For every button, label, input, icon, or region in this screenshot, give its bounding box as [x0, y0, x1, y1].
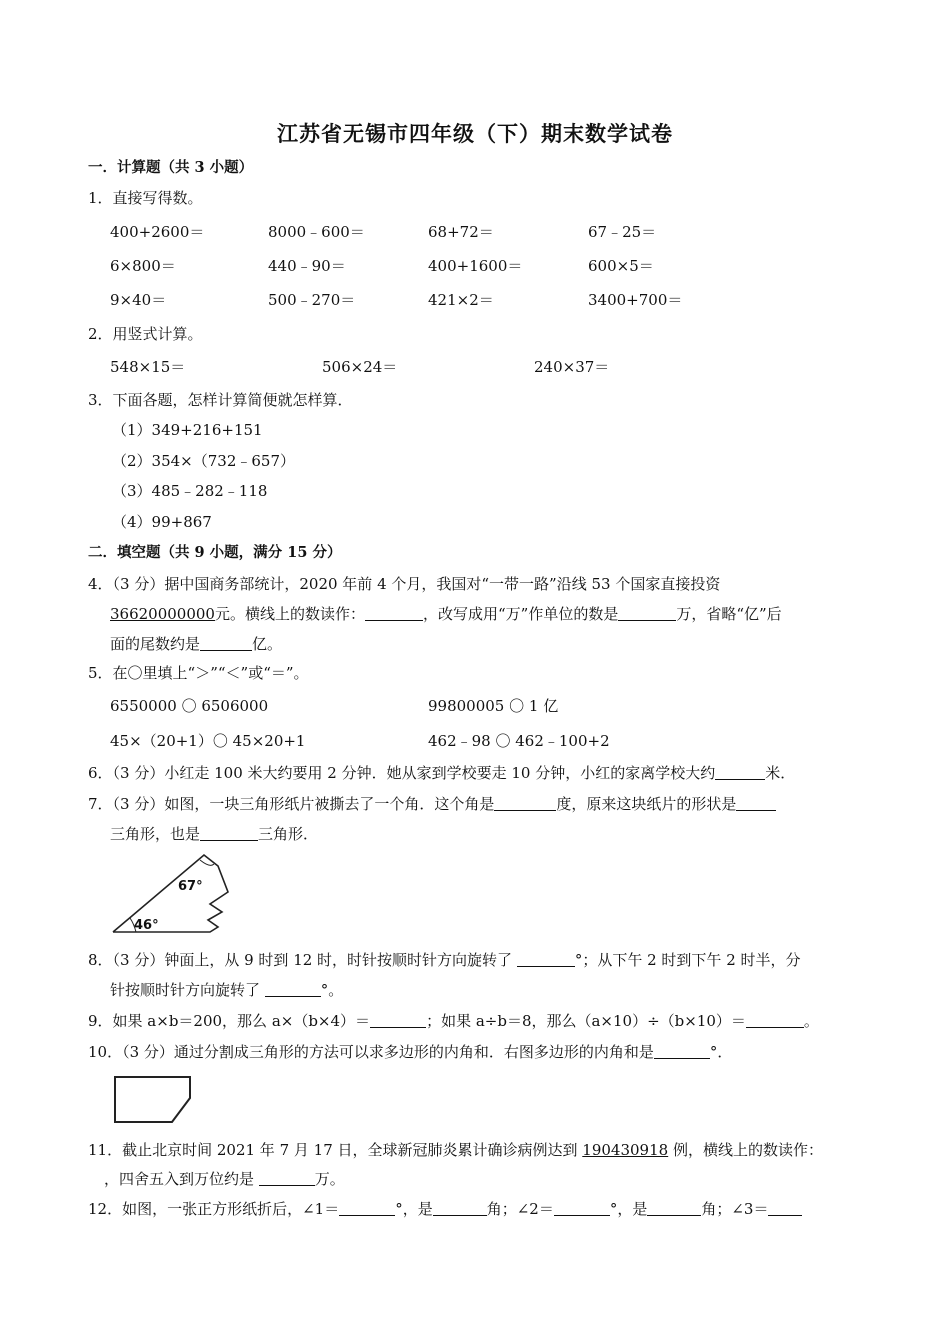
q12-text: °，是: [395, 1200, 433, 1218]
q3-stem: 3．下面各题，怎样计算简便就怎样算．: [88, 391, 353, 409]
answer-blank[interactable]: [200, 635, 252, 651]
answer-blank[interactable]: [647, 1200, 701, 1216]
q1-item: 440﹣90＝: [268, 257, 346, 275]
answer-blank[interactable]: [654, 1043, 710, 1059]
q1-item: 421×2＝: [428, 291, 494, 309]
q5-item: 45×（20+1）〇 45×20+1: [110, 732, 306, 750]
q6-text: 米．: [765, 764, 796, 782]
q3-item: （1）349+216+151: [112, 421, 263, 439]
q4-text: 亿。: [252, 635, 283, 653]
q1-item: 600×5＝: [588, 257, 654, 275]
q12-text: °，是: [609, 1200, 648, 1218]
q12-line: [88, 1199, 802, 1219]
q1-item: 9×40＝: [110, 291, 167, 309]
q12-text: 12．如图，一张正方形纸折后，∠1＝: [88, 1200, 340, 1218]
q8-text: 8．（3 分）钟面上，从 9 时到 12 时，时针按顺时针方向旋转了: [88, 951, 517, 969]
answer-blank[interactable]: [554, 1200, 610, 1216]
answer-blank[interactable]: [494, 795, 556, 811]
q11-text: 例，横线上的数读作：: [668, 1141, 823, 1159]
answer-blank[interactable]: [200, 825, 258, 841]
q7-line-1: [88, 794, 776, 814]
q9-line: [88, 1011, 819, 1031]
q2-item: 548×15＝: [110, 358, 186, 376]
q12-text: 角；∠2＝: [486, 1200, 554, 1218]
q5-item: 6550000 〇 6506000: [110, 697, 269, 715]
q11-number: 190430918: [582, 1141, 669, 1159]
q6-text: 6．（3 分）小红走 100 米大约要用 2 分钟．她从家到学校要走 10 分钟，小红的家离学校大约: [88, 764, 716, 782]
q4-line-3: [110, 634, 282, 654]
q4-text: 万，省略“亿”后: [676, 605, 782, 623]
q1-item: 8000﹣600＝: [268, 223, 365, 241]
q7-text: 度，原来这块纸片的形状是: [556, 795, 737, 813]
q5-item: 99800005 〇 1 亿: [428, 697, 559, 715]
answer-blank[interactable]: [736, 795, 776, 811]
q8-text: 针按顺时针方向旋转了: [110, 981, 265, 999]
section-2-heading: 二．填空题（共 9 小题，满分 15 分）: [88, 544, 342, 561]
q9-text: 。: [803, 1012, 819, 1030]
answer-blank[interactable]: [768, 1200, 802, 1216]
answer-blank[interactable]: [259, 1170, 315, 1186]
q5-item: 462﹣98 〇 462﹣100+2: [428, 732, 610, 750]
answer-blank[interactable]: [370, 1012, 426, 1028]
answer-blank[interactable]: [265, 981, 321, 997]
q4-number: 36620000000: [110, 605, 215, 623]
answer-blank[interactable]: [715, 764, 765, 780]
q3-item: （3）485﹣282﹣118: [112, 482, 268, 500]
q10-text: °．: [709, 1043, 733, 1061]
q10-text: 10．（3 分）通过分割成三角形的方法可以求多边形的内角和．右图多边形的内角和是: [88, 1043, 654, 1061]
q3-item: （4）99+867: [112, 513, 212, 531]
angle-67-label: 67°: [178, 879, 203, 894]
q4-text: 面的尾数约是: [110, 635, 201, 653]
q4-line-1: 4．（3 分）据中国商务部统计，2020 年前 4 个月，我国对“一带一路”沿线 53 个国家直接投资: [88, 575, 721, 593]
q11-line-2: [104, 1169, 345, 1189]
q11-text: 万。: [314, 1170, 345, 1188]
q3-item: （2）354×（732﹣657）: [112, 452, 296, 470]
q12-text: 角；∠3＝: [701, 1200, 769, 1218]
q8-text: °；从下午 2 时到下午 2 时半，分: [574, 951, 801, 969]
torn-triangle-figure: [110, 852, 230, 936]
q5-stem: 5．在〇里填上“＞”“＜”或“＝”。: [88, 664, 309, 682]
q4-text: ，改写成用“万”作单位的数是: [423, 605, 619, 623]
section-1-heading: 一．计算题（共 3 小题）: [88, 159, 254, 176]
q9-text: 9．如果 a×b＝200，那么 a×（b×4）＝: [88, 1012, 371, 1030]
q1-stem: 1．直接写得数。: [88, 189, 203, 207]
answer-blank[interactable]: [746, 1012, 804, 1028]
q7-line-2: [110, 824, 318, 844]
page-title: 江苏省无锡市四年级（下）期末数学试卷: [277, 121, 673, 146]
q4-line-2: [110, 604, 782, 624]
answer-blank[interactable]: [433, 1200, 487, 1216]
q2-item: 240×37＝: [534, 358, 610, 376]
q1-item: 3400+700＝: [588, 291, 683, 309]
q1-item: 500﹣270＝: [268, 291, 356, 309]
q1-item: 400+1600＝: [428, 257, 523, 275]
q7-text: 7．（3 分）如图，一块三角形纸片被撕去了一个角．这个角是: [88, 795, 495, 813]
q11-text: 11．截止北京时间 2021 年 7 月 17 日，全球新冠肺炎累计确诊病例达到: [88, 1141, 583, 1159]
q8-line-2: [110, 980, 343, 1000]
q11-line-1: [88, 1140, 823, 1160]
q2-stem: 2．用竖式计算。: [88, 325, 203, 343]
q10-line: [88, 1042, 732, 1062]
q1-item: 67﹣25＝: [588, 223, 657, 241]
q1-item: 6×800＝: [110, 257, 176, 275]
q9-text: ；如果 a÷b＝8，那么（a×10）÷（b×10）＝: [426, 1012, 746, 1030]
q11-text: ，四舍五入到万位约是: [104, 1170, 259, 1188]
q6-line: [88, 763, 795, 783]
q8-text: °。: [320, 981, 344, 999]
polygon-figure: [112, 1074, 194, 1126]
q7-text: 三角形，也是: [110, 825, 201, 843]
answer-blank[interactable]: [618, 605, 676, 621]
q1-item: 400+2600＝: [110, 223, 205, 241]
q8-line-1: [88, 950, 801, 970]
answer-blank[interactable]: [339, 1200, 395, 1216]
q7-text: 三角形．: [258, 825, 319, 843]
answer-blank[interactable]: [517, 951, 575, 967]
answer-blank[interactable]: [365, 605, 423, 621]
angle-46-label: 46°: [134, 918, 159, 933]
q4-text: 元。横线上的数读作：: [214, 605, 365, 623]
q2-item: 506×24＝: [322, 358, 398, 376]
q1-item: 68+72＝: [428, 223, 494, 241]
